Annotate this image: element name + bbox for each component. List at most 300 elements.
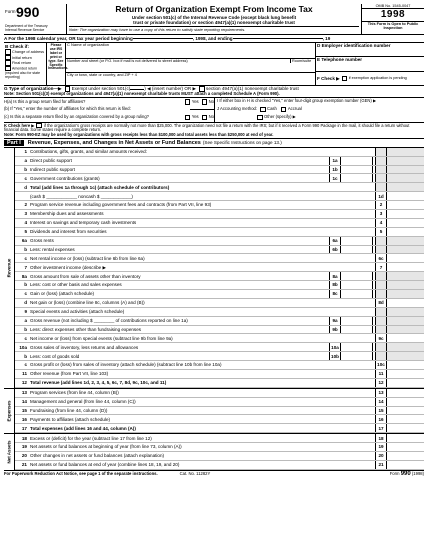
amount-field [375,174,424,182]
amount-field[interactable] [375,424,424,432]
inner-line-ref: 8a [330,272,341,280]
amount-line-ref: 17 [376,424,387,432]
form-line [15,379,424,388]
line-number: 8a [21,273,27,279]
h-block [4,98,215,122]
line-number: 9 [24,309,27,315]
lines-h-i-j [4,98,424,123]
period-begin-field[interactable] [133,38,193,39]
line-text: Gain or (loss) (attach schedule) [30,291,95,297]
amount-line-ref [376,343,387,351]
revenue-lines [15,148,424,388]
name-address-block [66,43,315,85]
form-line [15,174,424,183]
line-text: Gross rents [30,237,54,243]
inner-amount-field[interactable] [329,272,373,280]
line-text: Net income or (loss) from special events (subtract line 9b from line 9a) [30,335,173,341]
form-line [15,299,424,308]
checkbox-icon[interactable] [185,99,191,105]
amount-line-ref: 16 [376,415,387,423]
line-number: c [24,291,27,297]
line-number: b [24,282,27,288]
checkbox-icon[interactable] [202,99,208,105]
yes-label: Yes [191,114,199,120]
line-number: 11 [22,371,27,377]
footer-form-label: Form [389,470,400,476]
checkbox-icon[interactable] [202,115,208,121]
h-a-text: H(a) Is this a group return filed for affiliates? [4,98,86,104]
form-line [15,361,424,370]
amount-field [375,326,424,334]
line-text: Dividends and interest from securities [30,229,107,235]
amount-line-ref [376,148,387,156]
line-text: Net assets or fund balances at end of year (combine lines 18, 19, and 20) [30,462,180,468]
line-number: 6a [21,237,27,243]
k-label: K Check here ▶ [4,122,35,128]
part1-heading [4,139,424,148]
form-line [15,272,424,281]
line-text: Gross amount from sale of assets other than inventory [30,273,141,279]
form-line [15,246,424,255]
inner-amount-field[interactable] [329,326,373,334]
line-number: 4 [24,220,27,226]
amount-field[interactable] [375,263,424,271]
amount-line-ref: 20 [376,452,387,460]
footer-form [390,471,424,478]
form-line [15,201,424,210]
checkbox-icon[interactable] [260,107,266,113]
line-text: Indirect public support [30,166,75,172]
form-line [15,157,424,166]
form-line [15,370,424,379]
line-number: 1 [24,149,27,155]
amount-field [375,352,424,360]
line-number: c [24,255,27,261]
amount-line-ref [376,183,387,191]
line-text: Gross profit or (loss) from sales of inventory (attach schedule) (subtract line 10b from line 10a) [30,362,222,368]
amount-field[interactable] [375,228,424,236]
form-line [15,443,424,452]
inner-amount-field[interactable] [329,174,373,182]
line-number: 15 [21,407,27,413]
inner-amount-field[interactable] [329,290,373,298]
line-text: Less: rental expenses [30,246,75,252]
line-text: Special events and activities (attach schedule) [30,309,125,315]
amount-line-ref: 10c [376,361,387,369]
amount-line-ref [376,166,387,174]
line-text: Interest on savings and temporary cash investments [30,220,137,226]
line-number: 2 [24,202,27,208]
identification-block [4,43,424,86]
inner-amount-field[interactable] [329,343,373,351]
net-assets-side-label: Net Assets [4,434,15,470]
amount-line-ref: 12 [376,379,387,387]
form-subtitle-1: Under section 501(c) of the Internal Revenue Code (except black lung benefit [131,14,297,20]
inner-amount-field[interactable] [329,281,373,289]
line-text: Less: cost of goods sold [30,353,80,359]
no-label: No [208,98,214,104]
line-g-opt2: section 4947(a)(1) nonexempt charitable trust [206,86,299,92]
form-line [15,424,424,433]
inner-line-ref: 10a [330,343,341,351]
yes-label: Yes [191,98,199,104]
inner-line-ref: 1c [330,174,341,182]
line-number: 13 [21,390,27,396]
b-item-label: Amended return (required also for state reporting) [5,66,41,80]
line-g-opt1b: ) ◀ (insert number) OR ▶ [144,86,197,92]
amount-line-ref: 21 [376,461,387,469]
amount-line-ref: 15 [376,407,387,415]
amount-line-ref: 3 [376,210,387,218]
amount-field[interactable] [375,398,424,406]
amount-field[interactable] [375,461,424,469]
501c-number-field[interactable] [130,89,144,90]
amount-line-ref [376,308,387,316]
b-item-label: Initial return [12,55,32,60]
line-text: Net rental income or (loss) (subtract line 6b from line 6a) [30,255,145,261]
form-header [4,4,424,35]
inner-amount-field[interactable] [329,237,373,245]
org-name-field[interactable] [66,43,315,59]
amount-line-ref [376,246,387,254]
inner-line-ref: 1a [330,157,341,165]
amount-field[interactable] [375,219,424,227]
form-line [15,290,424,299]
revenue-side-label: Revenue [4,148,15,388]
form-line [15,452,424,461]
net-assets-section [4,434,424,471]
amount-line-ref: 6c [376,254,387,262]
line-number: c [24,362,27,368]
footer-cat: Cat. No. 11282Y [179,470,211,476]
amount-line-ref: 11 [376,370,387,378]
line-text: Less: cost or other basis and sales expenses [30,282,122,288]
amount-field [375,246,424,254]
form-line [15,263,424,272]
form-line [15,461,424,470]
f-check-row[interactable] [316,72,424,85]
line-a-label: A For the 1998 calendar year, OR tax year period beginning [4,35,133,41]
revenue-section [4,148,424,389]
phone-field[interactable] [316,57,424,71]
amount-line-ref: 2 [376,201,387,209]
line-text: Less: direct expenses other than fundraising expenses [30,326,142,332]
cash-label: Cash [267,106,277,112]
other-label: Other (specify) ▶ [264,114,296,120]
form-line [15,343,424,352]
amount-line-ref: 8d [376,299,387,307]
amount-field[interactable] [375,254,424,262]
amount-field [375,281,424,289]
city-field[interactable]: City or town, state or country, and ZIP + 4 [67,72,137,77]
line-text: (cash $ ____________ noncash $ ____________) [30,193,133,199]
amount-field[interactable] [375,192,424,200]
line-text: Program service revenue including government fees and contracts (from Part VII, line 93) [30,202,212,208]
inner-line-ref: 6a [330,237,341,245]
amount-field[interactable] [375,379,424,387]
j-text: J Accounting method: [217,106,258,112]
f-text: if exemption application is pending [348,76,407,81]
line-number: 14 [21,399,27,404]
inner-amount-field[interactable] [329,157,373,165]
ein-field[interactable] [316,43,424,57]
checkbox-icon[interactable] [281,107,287,113]
no-label: No [208,114,214,120]
amount-line-ref [376,317,387,325]
amount-line-ref [376,352,387,360]
period-end-field[interactable] [233,38,323,39]
amount-field [375,343,424,351]
line-text: Payments to affiliates (attach schedule) [30,416,111,422]
inner-line-ref: 9b [330,326,341,334]
form-id-block [4,4,67,34]
line-number: b [24,246,27,252]
amount-line-ref: 19 [376,443,387,451]
line-number: a [24,157,27,163]
amount-field[interactable] [375,370,424,378]
form-footer [4,471,424,478]
amount-line-ref [376,281,387,289]
amount-field[interactable] [375,361,424,369]
h-c-text: (c) Is this a separate return filed by an organization covered by a group ruling? [4,114,150,120]
line-number: 18 [21,435,27,441]
line-number: 19 [21,444,27,450]
amount-line-ref [376,237,387,245]
line-text: Direct public support [30,157,72,163]
line-number: b [24,326,27,332]
amount-field [375,157,424,165]
inner-amount-field[interactable] [329,317,373,325]
amount-line-ref: 18 [376,434,387,442]
amount-field[interactable] [375,407,424,415]
form-line [15,308,424,317]
b-item-label: Change of address [12,50,45,55]
inner-line-ref: 9a [330,317,341,325]
line-g [4,86,424,98]
expense-lines [15,389,424,433]
line-text: Other changes in net assets or fund balances (attach explanation) [30,453,165,459]
form-note: Note: The organization may have to use a copy of this return to satisfy state reporting requirements. [69,26,359,33]
omb-block [361,4,424,34]
amount-field[interactable] [375,443,424,451]
expenses-section [4,389,424,434]
line-text: Government contributions (grants) [30,175,100,181]
line-text: Total (add lines 1a through 1c) (attach schedule of contributors) [30,184,170,190]
line-number: 3 [24,211,27,217]
net-lines [15,434,424,470]
form-line [15,415,424,424]
form-line [15,148,424,157]
form-line [15,434,424,443]
street-row [66,59,315,73]
line-number: d [24,300,27,306]
form-line [15,398,424,407]
amount-field[interactable] [375,299,424,307]
line-g-label: G Type of organization—▶ [4,86,62,92]
form-title: Return of Organization Exempt From Income Tax [115,4,313,14]
amount-line-ref: 7 [376,263,387,271]
line-number: c [24,175,27,181]
inner-amount-field[interactable] [329,166,373,174]
line-g-opt1: Exempt under section 501(c) [71,86,131,92]
line-text: Total revenue (add lines 1d, 2, 3, 4, 5, 6c, 7, 8d, 9c, 10c, and 11) [30,380,167,386]
treasury-dept: Department of the Treasury [5,24,48,28]
form-line [15,326,424,335]
amount-field [375,183,424,191]
form-line [15,237,424,246]
form-line [15,254,424,263]
inner-line-ref: 8c [330,290,341,298]
e-label: E Telephone number [317,57,363,63]
amount-line-ref [376,326,387,334]
inner-line-ref: 1b [330,166,341,174]
part1-title-tail: (See Specific Instructions on page 13.) [202,140,282,146]
affiliates-count-field[interactable] [190,109,214,110]
amount-line-ref: 9c [376,334,387,342]
amount-line-ref [376,174,387,182]
amount-line-ref: 13 [376,389,387,397]
line-number: 16 [21,416,27,422]
amount-field[interactable] [375,389,424,397]
footer-form-number: 990 [400,470,411,477]
form-subtitle-2: trust or private foundation) or section 4947(a)(1) nonexempt charitable trust [133,19,295,25]
f-label: F Check ▶ [317,75,340,81]
line-number: b [24,166,27,172]
k-note: Note: Form 990-EZ may be used by organizations with gross receipts less than $100,000 and total assets less than $250,000 at end of year. [4,132,274,138]
tax-year: 1998 [362,9,424,22]
inner-line-ref: 10b [330,352,341,360]
i-text: I If either box in H is checked "Yes," enter four-digit group exemption number (GEN) ▶ [217,98,377,104]
line-text: Management and general (from line 44, column (C)) [30,399,136,404]
footer-notice: For Paperwork Reduction Act Notice, see page 1 of the separate instructions. [4,470,158,476]
line-text: Net assets or fund balances at beginning of year (from line 73, column (A)) [30,444,182,450]
form-line [15,228,424,237]
part1-label: Part I [4,140,24,146]
please-print-note: Please use IRS label or print or type. See Specific Instructions. [47,43,66,85]
line-number: c [24,335,27,341]
amount-field[interactable] [375,452,424,460]
amount-field[interactable] [375,210,424,218]
b-check-label: B Check if: [5,44,29,49]
irs-label: Internal Revenue Service [5,28,45,32]
omb-number: OMB No. 1545-0047 [362,4,424,9]
b-item-label: Final return [12,61,32,66]
form-number: 990 [16,4,40,20]
checkbox-icon[interactable] [185,115,191,121]
inner-line-ref: 8b [330,281,341,289]
amount-field[interactable] [375,434,424,442]
line-k [4,123,424,139]
accrual-label: Accrual [287,106,302,112]
expenses-side-label: Expenses [4,389,15,433]
room-suite-field[interactable]: Room/suite [290,59,315,63]
line-text: Fundraising (from line 44, column (D)) [30,407,108,413]
line-number: 21 [21,462,27,468]
amount-line-ref [376,290,387,298]
inner-amount-field[interactable] [329,352,373,360]
line-text: Excess or (deficit) for the year (subtract line 17 from line 12) [30,435,152,441]
line-text: Membership dues and assessments [30,211,104,217]
footer-form-year: (1998) [411,470,424,476]
line-text: Net gain or (loss) (combine line 8c, columns (A) and (B)) [30,300,145,306]
line-number: 17 [21,425,27,431]
form-line [15,192,424,201]
amount-field [375,237,424,245]
title-block [67,4,361,34]
amount-field[interactable] [375,334,424,342]
ij-block [215,98,424,122]
amount-field [375,290,424,298]
line-text: Gross sales of inventory, less returns and allowances [30,344,139,350]
line-number: 20 [21,453,27,459]
line-number: a [24,317,27,323]
street-field[interactable]: Number and street (or P.O. box if mail is not delivered to street address) [67,59,188,63]
line-text: Contributions, gifts, grants, and similar amounts received: [30,149,147,155]
ein-phone-block [315,43,424,85]
line-number: b [24,353,27,359]
line-g-note: Note: Section 501(c)(3) exempt organizations and 4947(a)(1) nonexempt charitable trusts MUST attach a completed Schedule A (Form 990). [4,91,280,96]
line-number: 10a [19,344,27,350]
amount-field [375,166,424,174]
form-line [15,219,424,228]
line-text: Other revenue (from Part VII, line 103) [30,371,109,377]
b-check-amended[interactable] [5,66,45,80]
form-label: Form [5,9,16,14]
form-line [15,407,424,416]
amount-field[interactable] [375,415,424,423]
open-public-note: This Form is Open to Public Inspection [367,21,419,31]
amount-line-ref: 5 [376,228,387,236]
line-a-end: , 19 [322,35,331,41]
form-line [15,334,424,343]
line-number: 12 [21,380,27,386]
amount-field [375,272,424,280]
c-name-label: C Name of organization [67,42,110,47]
part1-title: Revenue, Expenses, and Changes in Net Assets or Fund Balances [27,139,201,146]
form-line [15,389,424,398]
form-line [15,166,424,175]
line-number: 5 [24,229,27,235]
amount-line-ref [376,157,387,165]
amount-field [375,148,424,156]
amount-line-ref: 4 [376,219,387,227]
amount-field [375,308,424,316]
checkbox-icon[interactable] [342,76,348,82]
b-check-change-address[interactable] [5,49,45,55]
amount-field [375,317,424,325]
line-text: Gross revenue (not including $ ________ of contributions reported on line 1a) [30,317,188,323]
line-text: Other investment income (describe ▶ [30,264,107,270]
amount-line-ref: 14 [376,398,387,406]
form-line [15,183,424,192]
form-line [15,210,424,219]
form-line [15,281,424,290]
d-label: D Employer identification number [317,43,391,48]
line-number: d [24,184,27,190]
checkbox-icon[interactable] [257,115,263,121]
inner-amount-field[interactable] [329,246,373,254]
line-a-mid: , 1998, and ending [192,35,233,41]
form-990-page [4,4,424,550]
line-text: Total expenses (add lines 16 and 44, column (A)) [30,425,136,431]
b-check-block [4,43,47,85]
inner-line-ref: 6b [330,246,341,254]
h-b-text: (b) If "Yes," enter the number of affiliates for which this return is filed: [4,106,131,112]
line-number: 7 [24,264,27,270]
amount-field[interactable] [375,201,424,209]
form-line [15,352,424,361]
line-text: Program services (from line 44, column (B)) [30,390,119,396]
